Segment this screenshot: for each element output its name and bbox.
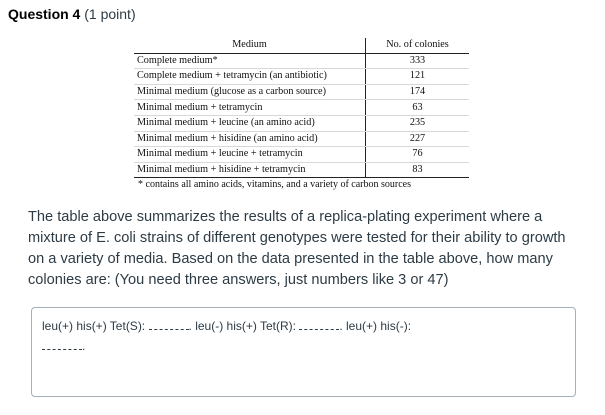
medium-cell: Minimal medium + leucine (an amino acid) bbox=[134, 115, 366, 131]
table-footnote: * contains all amino acids, vitamins, and a variety of carbon sources bbox=[138, 179, 411, 191]
table-row bbox=[134, 53, 469, 69]
blank-separator: . bbox=[339, 319, 343, 333]
answer-label-3: leu(+) his(-): bbox=[346, 319, 412, 333]
colony-count-cell: 227 bbox=[366, 131, 470, 147]
colony-count-cell: 63 bbox=[366, 100, 470, 116]
question-text: The table above summarizes the results of a replica-plating experiment where a mixture of E. coli strains of different genotypes were tested for their ability to growth on a variety of media. Based on the data presented in the table above, how many colonies are: (You need three answers, just numbers like 3 or 47) bbox=[28, 209, 566, 288]
medium-cell: Minimal medium + hisidine (an amino acid) bbox=[134, 131, 366, 147]
table-row bbox=[134, 131, 469, 147]
question-title: Question 4 bbox=[8, 6, 81, 22]
data-table-figure bbox=[134, 38, 469, 190]
colony-count-cell: 83 bbox=[366, 162, 470, 178]
colony-count-cell: 76 bbox=[366, 147, 470, 163]
column-header-medium: Medium bbox=[134, 38, 366, 53]
answer-box[interactable] bbox=[31, 307, 576, 397]
medium-cell: Minimal medium + leucine + tetramycin bbox=[134, 147, 366, 163]
answer-label-2: leu(-) his(+) Tet(R): bbox=[195, 319, 296, 333]
colony-count-cell: 174 bbox=[366, 84, 470, 100]
table-row bbox=[134, 162, 469, 178]
column-header-colonies: No. of colonies bbox=[366, 38, 470, 53]
medium-cell: Minimal medium + tetramycin bbox=[134, 100, 366, 116]
answer-blank-3[interactable] bbox=[42, 337, 82, 350]
colony-table bbox=[134, 38, 469, 178]
table-row bbox=[134, 115, 469, 131]
medium-cell: Minimal medium (glucose as a carbon source) bbox=[134, 84, 366, 100]
table-header-row bbox=[134, 38, 469, 53]
colony-count-cell: 235 bbox=[366, 115, 470, 131]
colony-count-cell: 121 bbox=[366, 69, 470, 85]
blank-separator: . bbox=[188, 319, 192, 333]
table-row bbox=[134, 100, 469, 116]
blank-separator: . bbox=[82, 339, 86, 353]
answer-blank-2[interactable] bbox=[299, 317, 339, 330]
medium-cell: Complete medium* bbox=[134, 53, 366, 69]
question-header bbox=[8, 6, 136, 22]
colony-count-cell: 333 bbox=[366, 53, 470, 69]
medium-cell: Complete medium + tetramycin (an antibiotic) bbox=[134, 69, 366, 85]
answer-blank-1[interactable] bbox=[149, 317, 189, 330]
table-row bbox=[134, 69, 469, 85]
question-points: (1 point) bbox=[84, 6, 136, 22]
table-row bbox=[134, 147, 469, 163]
table-row bbox=[134, 84, 469, 100]
medium-cell: Minimal medium + hisidine + tetramycin bbox=[134, 162, 366, 178]
answer-label-1: leu(+) his(+) Tet(S): bbox=[42, 319, 146, 333]
